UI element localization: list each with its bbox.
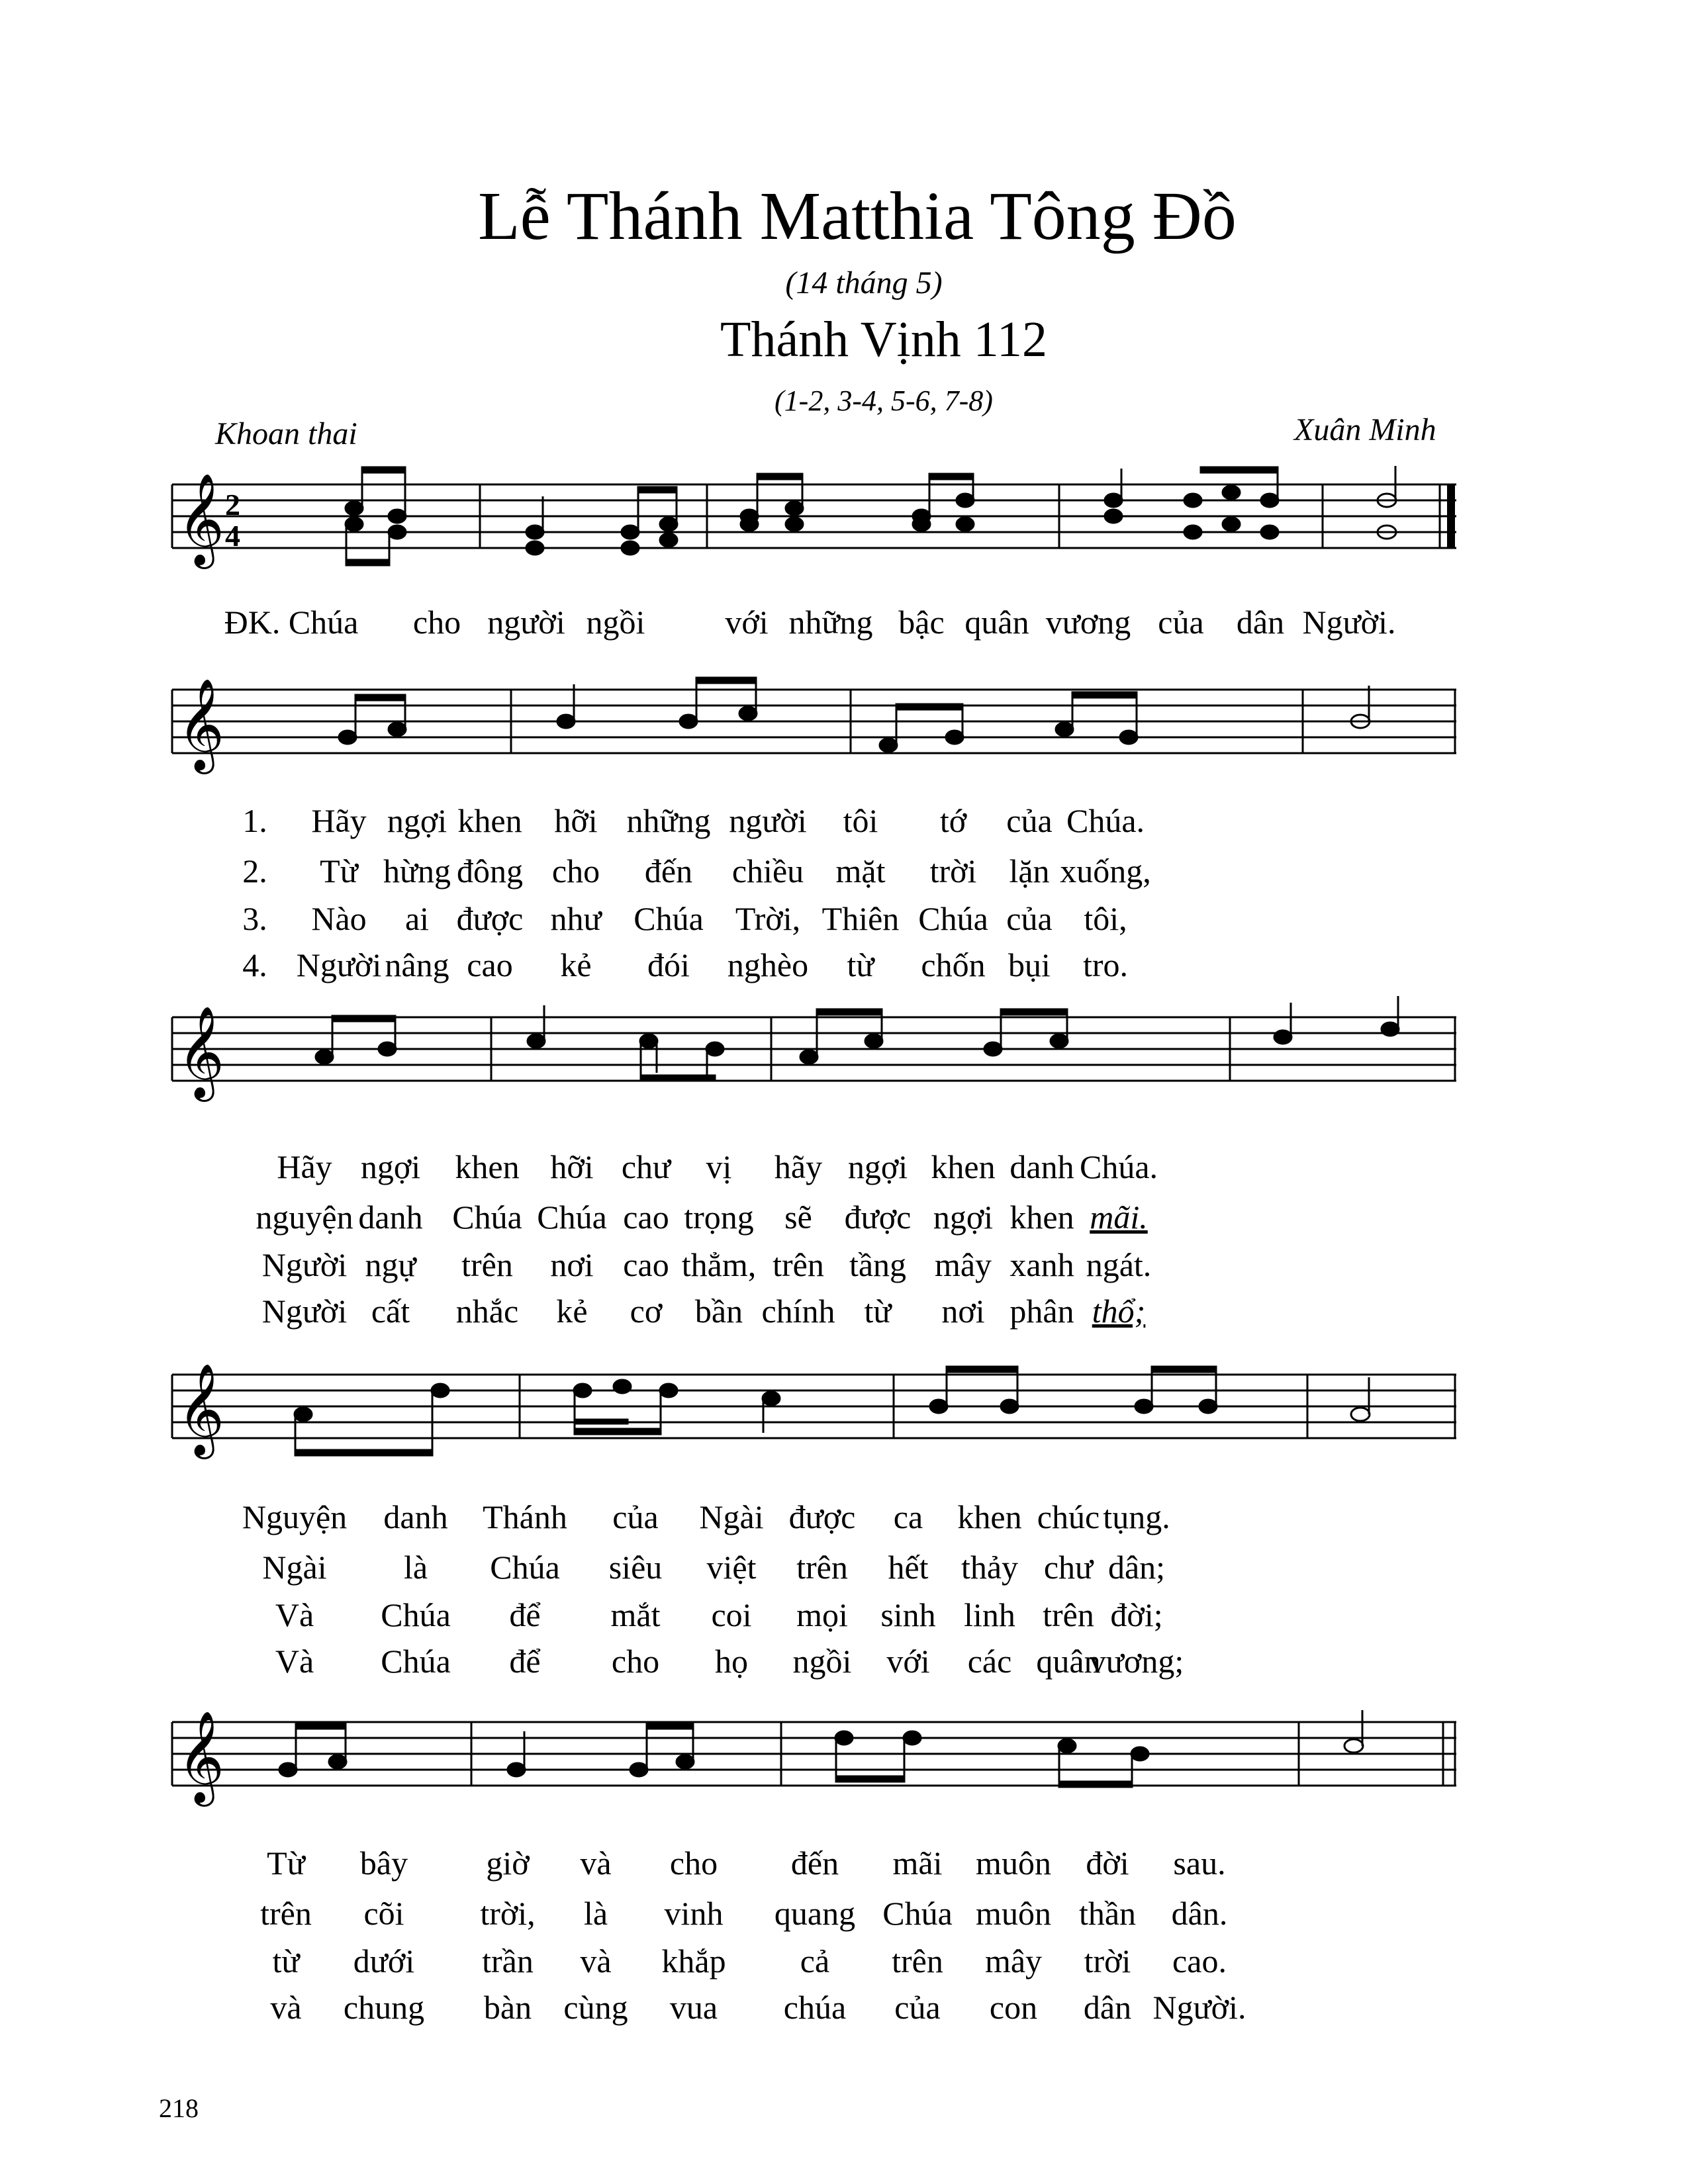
lyric-syllable: quân (964, 604, 1029, 641)
lyric-syllable: Chúa (882, 1895, 953, 1932)
lyric-syllable: cao. (1172, 1942, 1227, 1979)
lyric-syllable: nguyện (256, 1199, 353, 1236)
lyric-line (0, 1147, 1688, 1193)
lyric-syllable: là (583, 1895, 608, 1932)
lyric-syllable: kẻ (560, 946, 592, 983)
lyric-syllable: mọi (796, 1596, 848, 1633)
lyric-syllable: cho (412, 604, 461, 641)
lyric-syllable: đến (790, 1844, 839, 1882)
lyric-syllable: trên (461, 1246, 513, 1283)
lyric-syllable: Ngài (699, 1498, 764, 1535)
lyric-syllable: bàn (483, 1989, 532, 2026)
lyric-syllable: hỡi (554, 802, 598, 839)
lyric-syllable: sẽ (784, 1199, 812, 1236)
lyric-syllable: ngợi (847, 1148, 908, 1185)
lyric-syllable: vương; (1089, 1643, 1184, 1680)
lyric-syllable: ĐK. Chúa (224, 604, 359, 641)
time-sig-bottom: 4 (225, 519, 240, 553)
lyric-syllable: Hãy (277, 1148, 332, 1185)
lyric-syllable: khen (455, 1148, 520, 1185)
lyric-syllable: cơ (630, 1293, 663, 1330)
composer-name: Xuân Minh (1294, 412, 1436, 447)
lyric-syllable: tôi, (1084, 900, 1127, 937)
lyric-syllable: ngợi (360, 1148, 421, 1185)
lyric-syllable: cho (669, 1844, 718, 1882)
lyric-syllable: Thiên (821, 900, 900, 937)
lyric-syllable: Từ (320, 852, 358, 889)
verse-range: (1-2, 3-4, 5-6, 7-8) (774, 385, 993, 417)
lyric-line (0, 1497, 1688, 1543)
lyric-syllable: của (894, 1989, 941, 2026)
lyric-syllable: chung (343, 1989, 425, 2026)
lyric-syllable: chính (761, 1293, 835, 1330)
treble-clef-icon: 𝄞 (177, 1363, 224, 1455)
lyric-syllable: tớ (939, 802, 967, 839)
lyric-syllable: ngự (365, 1246, 416, 1283)
lyric-syllable: trên (892, 1942, 943, 1979)
lyric-syllable: trên (773, 1246, 824, 1283)
lyric-syllable: trần (482, 1942, 534, 1979)
lyric-syllable: Và (275, 1643, 314, 1680)
lyric-syllable: Thánh (483, 1498, 567, 1535)
lyric-syllable: tụng. (1103, 1498, 1170, 1535)
lyric-syllable: khen (1009, 1199, 1074, 1236)
lyric-line (0, 801, 1688, 847)
lyric-syllable: và (580, 1942, 612, 1979)
lyric-syllable: trên (260, 1895, 312, 1932)
lyric-syllable: mặt (835, 852, 886, 889)
psalm-title: Thánh Vịnh 112 (720, 312, 1047, 367)
lyric-line (0, 1987, 1688, 2034)
treble-clef-icon: 𝄞 (177, 473, 224, 565)
lyric-syllable: nơi (550, 1246, 594, 1283)
lyric-syllable: Chúa (537, 1199, 607, 1236)
lyric-syllable: linh (964, 1596, 1015, 1633)
lyric-syllable: Người (261, 1246, 348, 1283)
treble-clef-icon: 𝄞 (177, 678, 224, 770)
date-subtitle: (14 tháng 5) (785, 265, 943, 300)
lyric-syllable: 4. (242, 946, 267, 983)
lyric-syllable: Người (296, 946, 382, 983)
lyric-syllable: thảy (961, 1549, 1019, 1586)
lyric-syllable: hỡi (550, 1148, 594, 1185)
lyric-syllable: khen (457, 802, 522, 839)
lyric-syllable: Ngài (262, 1549, 327, 1586)
lyric-syllable: con (989, 1989, 1038, 2026)
page-title: Lễ Thánh Matthia Tông Đồ (478, 178, 1237, 254)
lyric-syllable: nâng (385, 946, 449, 983)
page-number: 218 (159, 2093, 199, 2123)
tempo-marking: Khoan thai (215, 416, 357, 451)
lyric-syllable: từ (272, 1942, 300, 1979)
lyric-syllable: trời, (480, 1895, 536, 1932)
verse-staff-4 (0, 1701, 1688, 1820)
lyric-syllable: việt (706, 1549, 757, 1586)
lyric-syllable: nơi (941, 1293, 985, 1330)
lyric-syllable: được (456, 900, 524, 937)
lyric-syllable: các (967, 1643, 1012, 1680)
lyric-syllable: ngồi (792, 1643, 852, 1680)
verse-staff-1 (0, 668, 1688, 788)
lyric-syllable: ngồi (586, 604, 645, 641)
lyric-syllable: bậc (898, 604, 945, 641)
lyric-syllable: ngợi (933, 1199, 994, 1236)
lyric-syllable: chúa (783, 1989, 847, 2026)
lyric-syllable: cho (611, 1643, 660, 1680)
lyric-syllable: Và (275, 1596, 314, 1633)
lyric-line (0, 1843, 1688, 1889)
lyric-syllable: thần (1078, 1895, 1137, 1932)
treble-clef-icon: 𝄞 (177, 1006, 224, 1098)
lyric-syllable: danh (383, 1498, 448, 1535)
lyric-syllable: ngát. (1086, 1246, 1152, 1283)
lyric-syllable: cao (623, 1246, 669, 1283)
lyric-syllable: được (788, 1498, 856, 1535)
lyric-syllable: vị (706, 1148, 732, 1185)
refrain-staff (0, 463, 1688, 596)
lyric-syllable: thẳm, (681, 1246, 757, 1283)
lyric-syllable: vua (669, 1989, 718, 2026)
lyric-syllable: trời (1084, 1942, 1131, 1979)
lyric-syllable: cao (467, 946, 513, 983)
lyric-syllable: coi (711, 1596, 752, 1633)
lyric-syllable: muôn (976, 1844, 1051, 1882)
verse-staff-3 (0, 1353, 1688, 1473)
lyric-syllable: dân; (1107, 1549, 1166, 1586)
lyric-syllable: chư (1043, 1549, 1094, 1586)
lyric-syllable: Chúa (633, 900, 704, 937)
lyric-line (0, 1197, 1688, 1244)
lyric-line (0, 1291, 1688, 1338)
lyric-syllable: đến (644, 852, 693, 889)
lyric-syllable: kẻ (556, 1293, 588, 1330)
lyric-syllable: vương (1045, 604, 1131, 641)
lyric-syllable: Chúa. (1066, 802, 1145, 839)
lyric-syllable: muôn (976, 1895, 1051, 1932)
lyric-syllable: Nào (311, 900, 367, 937)
lyric-syllable: khắp (661, 1942, 726, 1979)
lyric-syllable: là (403, 1549, 428, 1586)
lyric-syllable: và (270, 1989, 302, 2026)
lyric-syllable: xuống, (1060, 852, 1151, 889)
lyric-syllable: mắt (610, 1596, 661, 1633)
lyric-syllable: để (509, 1596, 541, 1633)
lyric-syllable: 1. (242, 802, 267, 839)
lyric-syllable: vinh (664, 1895, 724, 1932)
lyric-syllable: 2. (242, 852, 267, 889)
lyric-syllable: Chúa (918, 900, 988, 937)
lyric-syllable: người (729, 802, 807, 839)
lyric-syllable: quang (774, 1895, 856, 1932)
lyric-syllable: cho (551, 852, 600, 889)
lyric-line (0, 1245, 1688, 1291)
lyric-syllable: hết (888, 1549, 929, 1586)
lyric-syllable: chúc (1037, 1498, 1100, 1535)
refrain-lyrics (0, 602, 1688, 649)
lyric-syllable: ca (893, 1498, 923, 1535)
lyric-line (0, 851, 1688, 897)
lyric-syllable: bần (694, 1293, 743, 1330)
lyric-syllable: lặn (1009, 852, 1050, 889)
lyric-syllable: ngợi (387, 802, 447, 839)
lyric-syllable: được (844, 1199, 912, 1236)
lyric-syllable: những (788, 604, 873, 641)
lyric-syllable: của (612, 1498, 659, 1535)
lyric-syllable: dân (1083, 1989, 1132, 2026)
lyric-syllable: từ (864, 1293, 892, 1330)
lyric-syllable: từ (847, 946, 874, 983)
lyric-syllable: nhắc (455, 1293, 519, 1330)
lyric-syllable: dân. (1171, 1895, 1228, 1932)
lyric-syllable: và (580, 1844, 612, 1882)
lyric-syllable: mây (934, 1246, 992, 1283)
lyric-syllable: Chúa (381, 1596, 451, 1633)
lyric-syllable: đói (647, 946, 690, 983)
lyric-syllable: khen (931, 1148, 996, 1185)
lyric-syllable: để (509, 1643, 541, 1680)
verse-staff-2 (0, 996, 1688, 1115)
lyric-syllable: họ (715, 1643, 748, 1680)
lyric-syllable: hừng (383, 852, 451, 889)
lyric-line (0, 1893, 1688, 1940)
lyric-syllable: mây (984, 1942, 1043, 1979)
lyric-syllable: Trời, (735, 900, 801, 937)
lyric-syllable: ai (404, 900, 430, 937)
lyric-line (0, 1641, 1688, 1688)
lyric-syllable: tôi (843, 802, 878, 839)
lyric-syllable: với (886, 1643, 930, 1680)
lyric-syllable: của (1006, 900, 1053, 937)
lyric-syllable: đời (1086, 1844, 1129, 1882)
lyric-syllable: siêu (608, 1549, 663, 1586)
lyric-syllable: những (626, 802, 711, 839)
lyric-syllable: cất (371, 1293, 410, 1330)
lyric-syllable: xanh (1009, 1246, 1074, 1283)
lyric-syllable: Chúa (381, 1643, 451, 1680)
lyric-syllable: hãy (774, 1148, 823, 1185)
lyric-syllable: Người. (1302, 604, 1396, 641)
lyric-syllable: của (1158, 604, 1204, 641)
lyric-syllable: dân (1236, 604, 1285, 641)
lyric-syllable: Chúa. (1079, 1148, 1158, 1185)
lyric-syllable: mãi. (1090, 1199, 1148, 1236)
lyric-syllable: trên (796, 1549, 848, 1586)
lyric-syllable: tro. (1082, 946, 1129, 983)
lyric-syllable: Chúa (490, 1549, 560, 1586)
lyric-line (0, 1547, 1688, 1594)
lyric-syllable: cùng (563, 1989, 628, 2026)
treble-clef-icon: 𝄞 (177, 1711, 224, 1803)
lyric-syllable: phân (1009, 1293, 1074, 1330)
lyric-syllable: khen (957, 1498, 1022, 1535)
lyric-syllable: Từ (267, 1844, 305, 1882)
lyric-syllable: chốn (921, 946, 986, 983)
lyric-syllable: đông (457, 852, 523, 889)
lyric-syllable: như (550, 900, 602, 937)
lyric-syllable: cõi (363, 1895, 404, 1932)
lyric-syllable: chư (621, 1148, 671, 1185)
lyric-syllable: sinh (880, 1596, 936, 1633)
lyric-syllable: chiều (731, 852, 804, 889)
lyric-line (0, 945, 1688, 991)
lyric-syllable: nghèo (727, 946, 809, 983)
lyric-syllable: dưới (353, 1942, 415, 1979)
lyric-syllable: mãi (892, 1844, 943, 1882)
lyric-syllable: trời (929, 852, 977, 889)
lyric-syllable: cao (623, 1199, 669, 1236)
lyric-syllable: đời; (1110, 1596, 1163, 1633)
lyric-line (0, 1595, 1688, 1641)
lyric-syllable: Chúa (452, 1199, 522, 1236)
time-sig-top: 2 (225, 488, 240, 522)
lyric-line (0, 899, 1688, 945)
lyric-syllable: người (487, 604, 565, 641)
lyric-syllable: Người (261, 1293, 348, 1330)
lyric-syllable: bây (359, 1844, 408, 1882)
lyric-syllable: của (1006, 802, 1053, 839)
lyric-syllable: trọng (684, 1199, 754, 1236)
lyric-syllable: thổ; (1092, 1293, 1146, 1330)
lyric-syllable: danh (1009, 1148, 1074, 1185)
lyric-syllable: với (725, 604, 769, 641)
lyric-syllable: quân (1036, 1643, 1101, 1680)
lyric-syllable: Hãy (311, 802, 367, 839)
lyric-syllable: Nguyện (242, 1498, 348, 1535)
lyric-line (0, 1941, 1688, 1987)
lyric-syllable: bụi (1008, 946, 1051, 983)
lyric-syllable: Người. (1152, 1989, 1246, 2026)
lyric-syllable: tầng (849, 1246, 907, 1283)
lyric-syllable: 3. (242, 900, 267, 937)
lyric-syllable: cả (800, 1942, 830, 1979)
lyric-syllable: danh (358, 1199, 423, 1236)
lyric-syllable: giờ (486, 1844, 530, 1882)
lyric-syllable: sau. (1173, 1844, 1226, 1882)
lyric-syllable: trên (1043, 1596, 1094, 1633)
